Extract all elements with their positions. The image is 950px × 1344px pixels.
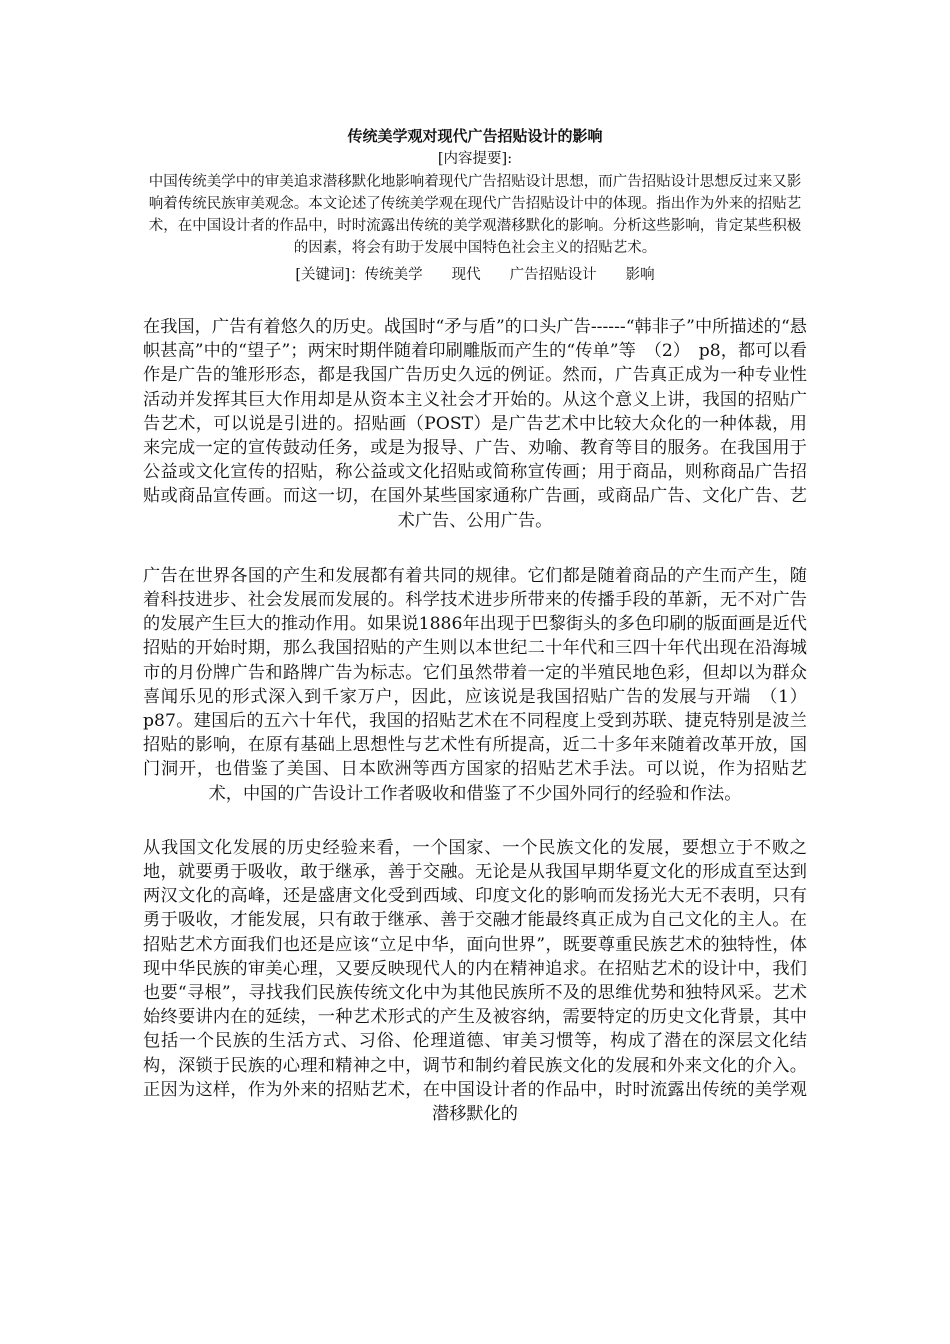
document-page <box>143 120 807 1126</box>
document-title: 传统美学观对现代广告招贴设计的影响 <box>347 127 603 145</box>
abstract-text: 中国传统美学中的审美追求潜移默化地影响着现代广告招贴设计思想，而广告招贴设计思想反过来又影响着传统民族审美观念。本文论述了传统美学观在现代广告招贴设计中的体现。指出作为外来的招贴艺术，在中国设计者的作品中，时时流露出传统的美学观潜移默化的影响。分析这些影响，肯定某些积极的因素，将会有助于发展中国特色社会主义的招贴艺术。 <box>148 174 802 256</box>
body-paragraph-2: 广告在世界各国的产生和发展都有着共同的规律。它们都是随着商品的产生而产生，随着科技进步、社会发展而发展的。科学技术进步所带来的传播手段的革新，无不对广告的发展产生巨大的推动作用。如果说1886年出现于巴黎街头的多色印刷的版面画是近代招贴的开始时期，那么我国招贴的产生则以本世纪二十年代和三四十年代出现在沿海城市的月份牌广告和路牌广告为标志。它们虽然带着一定的半殖民地色彩，但却以为群众喜闻乐见的形式深入到千家万户，因此，应该说是我国招贴广告的发展与开端 （1）p87。建国后的五六十年代，我国的招贴艺术在不同程度上受到苏联、捷克特别是波兰招贴的影响，在原有基础上思想性与艺术性有所提高，近二十多年来随着改革开放，国门洞开，也借鉴了美国、日本欧洲等西方国家的招贴艺术手法。可以说，作为招贴艺术，中国的广告设计工作者吸收和借鉴了不少国外同行的经验和作法。 <box>143 565 807 804</box>
abstract-label: [内容提要]: <box>437 151 513 167</box>
body-paragraph-1: 在我国，广告有着悠久的历史。战国时“矛与盾”的口头广告------“韩非子”中所描述的“悬帜甚高”中的“望子”；两宋时期伴随着印刷雕版而产生的“传单”等 （2） p8，都可以看作是广告的雏形形态，都是我国广告历史久远的例证。然而，广告真正成为一种专业性活动并发挥其巨大作用却是从资本主义社会才开始的。从这个意义上讲，我国的招贴广告艺术，可以说是引进的。招贴画（POST）是广告艺术中比较大众化的一种体裁，用来完成一定的宣传鼓动任务，或是为报导、广告、劝喻、教育等目的服务。在我国用于公益或文化宣传的招贴，称公益或文化招贴或简称宣传画；用于商品，则称商品广告招贴或商品宣传画。而这一切，在国外某些国家通称广告画，或商品广告、文化广告、艺术广告、公用广告。 <box>143 317 807 531</box>
keywords-line: [关键词]：传统美学 现代 广告招贴设计 影响 <box>295 267 655 283</box>
body-paragraph-3: 从我国文化发展的历史经验来看，一个国家、一个民族文化的发展，要想立于不败之地，就要勇于吸收，敢于继承，善于交融。无论是从我国早期华夏文化的形成直至达到两汉文化的高峰，还是盛唐文化受到西域、印度文化的影响而发扬光大无不表明，只有勇于吸收，才能发展，只有敢于继承、善于交融才能最终真正成为自己文化的主人。在招贴艺术方面我们也还是应该“立足中华，面向世界”，既要尊重民族艺术的独特性，体现中华民族的审美心理，又要反映现代人的内在精神追求。在招贴艺术的设计中，我们也要“寻根”，寻找我们民族传统文化中为其他民族所不及的思维优势和独特风采。艺术始终要讲内在的延续，一种艺术形式的产生及被容纳，需要特定的历史文化背景，其中包括一个民族的生活方式、习俗、伦理道德、审美习惯等，构成了潜在的深层文化结构，深锁于民族的心理和精神之中，调节和制约着民族文化的发展和外来文化的介入。正因为这样，作为外来的招贴艺术，在中国设计者的作品中，时时流露出传统的美学观潜移默化的 <box>143 837 807 1125</box>
